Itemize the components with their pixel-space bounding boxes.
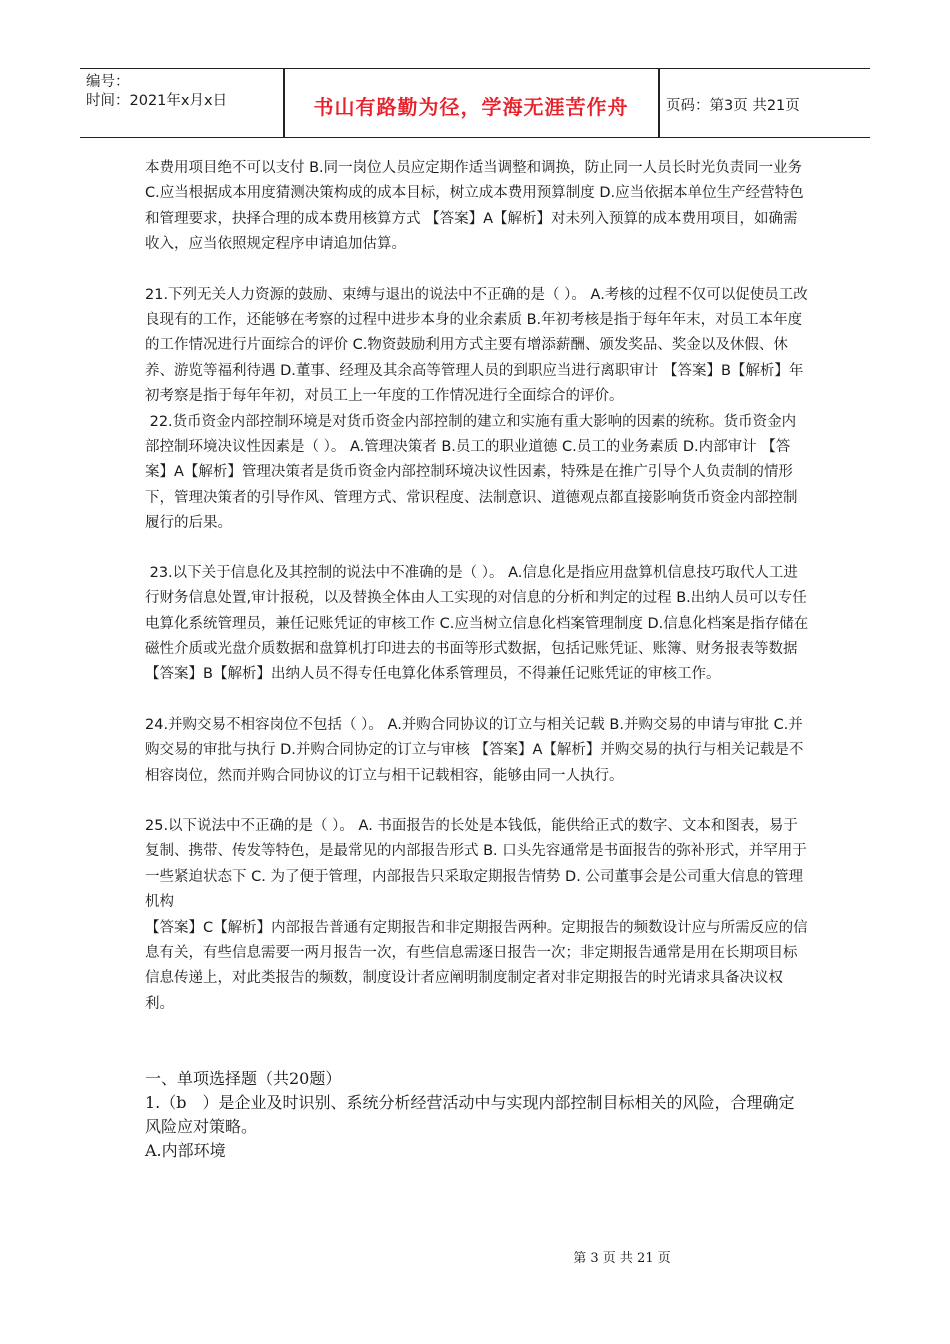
header-meta [86, 73, 282, 111]
document-body [145, 156, 810, 1163]
section-heading: 一、单项选择题（共20题） [145, 1069, 342, 1089]
paragraph: 本费用项目绝不可以支付 B.同一岗位人员应定期作适当调整和调换，防止同一人员长时光负责同一业务 C.应当根据成本用度猜测决策构成的成本目标，树立成本费用预算制度 D.应当依据本单位生产经营特色和管理要求，抉择合理的成本费用核算方式 【答案】A【解析】对未列入预算的成本费用项目，如确需收入，应当依照规定程序申请追加估算。 [145, 160, 807, 253]
header-divider [658, 69, 660, 137]
question-25: 25.以下说法中不正确的是（ ）。 A. 书面报告的长处是本钱低，能供给正式的数字、文本和图表，易于复制、携带、传发等特色，是最常见的内部报告形式 B. 口头先容通常是书面报告的弥补形式，并罕用于一些紧迫状态下 C. 为了便于管理，内部报告只采取定期报告情势 D. 公司董事会是公司重大信息的管理机构 [145, 817, 807, 911]
answer-25: 【答案】C【解析】内部报告普通有定期报告和非定期报告两种。定期报告的频数设计应与所需反应的信息有关，有些信息需要一两月报告一次，有些信息需逐日报告一次；非定期报告通常是用在长期项目标信息传递上，对此类报告的频数，制度设计者应阐明制度制定者对非定期报告的时光请求具备决议权利。 [145, 919, 808, 1012]
header-motto: 书山有路勤为径，学海无涯苦作舟 [313, 95, 629, 119]
question-22: 22.货币资金内部控制环境是对货币资金内部控制的建立和实施有重大影响的因素的统称。货币资金内部控制环境决议性因素是（ ）。 A.管理决策者 B.员工的职业道德 C.员工的业务素质 D.内部审计 【答案】A【解析】管理决策者是货币资金内部控制环境决议性因素，特殊是在推广引导个人负责制的情形下，管理决策者的引导作风、管理方式、常识程度、法制意识、道德观点都直接影响货币资金内部控制履行的后果。 [145, 413, 798, 532]
question-24: 24.并购交易不相容岗位不包括（ ）。 A.并购合同协议的订立与相关记载 B.并购交易的申请与审批 C.并购交易的审批与执行 D.并购合同协定的订立与审核 【答案】A【解析】并购交易的执行与相关记载是不相容岗位，然而并购合同协议的订立与相干记载相容，能够由同一人执行。 [145, 716, 804, 784]
question-23: 23.以下关于信息化及其控制的说法中不准确的是（ ）。 A.信息化是指应用盘算机信息技巧取代人工进行财务信息处置,审计报税，以及替换全体由人工实现的对信息的分析和判定的过程 B.出纳人员可以专任电算化系统管理员，兼任记账凭证的审核工作 C.应当树立信息化档案管理制度 D.信息化档案是指存储在磁性介质或光盘介质数据和盘算机打印进去的书面等形式数据，包括记账凭证、账簿、财务报表等数据 【答案】B【解析】出纳人员不得专任电算化体系管理员，不得兼任记账凭证的审核工作。 [145, 564, 809, 683]
number-label: 编号： [86, 74, 130, 90]
time-label: 时间：2021年x月x日 [86, 93, 228, 109]
footer-page-number: 第 3 页 共 21 页 [573, 1251, 671, 1266]
question-1: 1.（b ）是企业及时识别、系统分析经营活动中与实现内部控制目标相关的风险，合理确定风险应对策略。 [145, 1093, 795, 1137]
page-footer [0, 1247, 950, 1266]
page-header [80, 68, 870, 138]
question-21: 21.下列无关人力资源的鼓励、束缚与退出的说法中不正确的是（ ）。 A.考核的过程不仅可以促使员工改良现有的工作，还能够在考察的过程中进步本身的业余素质 B.年初考核是指于每年年末，对员工本年度的工作情况进行片面综合的评价 C.物资鼓励利用方式主要有增添薪酬、颁发奖品、奖金以及休假、休养、游览等福利待遇 D.董事、经理及其余高等管理人员的到职应当进行离职审计 【答案】B【解析】年初考察是指于每年年初，对员工上一年度的工作情况进行全面综合的评价。 [145, 286, 808, 405]
option-a: A.内部环境 [145, 1141, 226, 1161]
header-page-number: 页码：第3页 共21页 [666, 98, 800, 114]
